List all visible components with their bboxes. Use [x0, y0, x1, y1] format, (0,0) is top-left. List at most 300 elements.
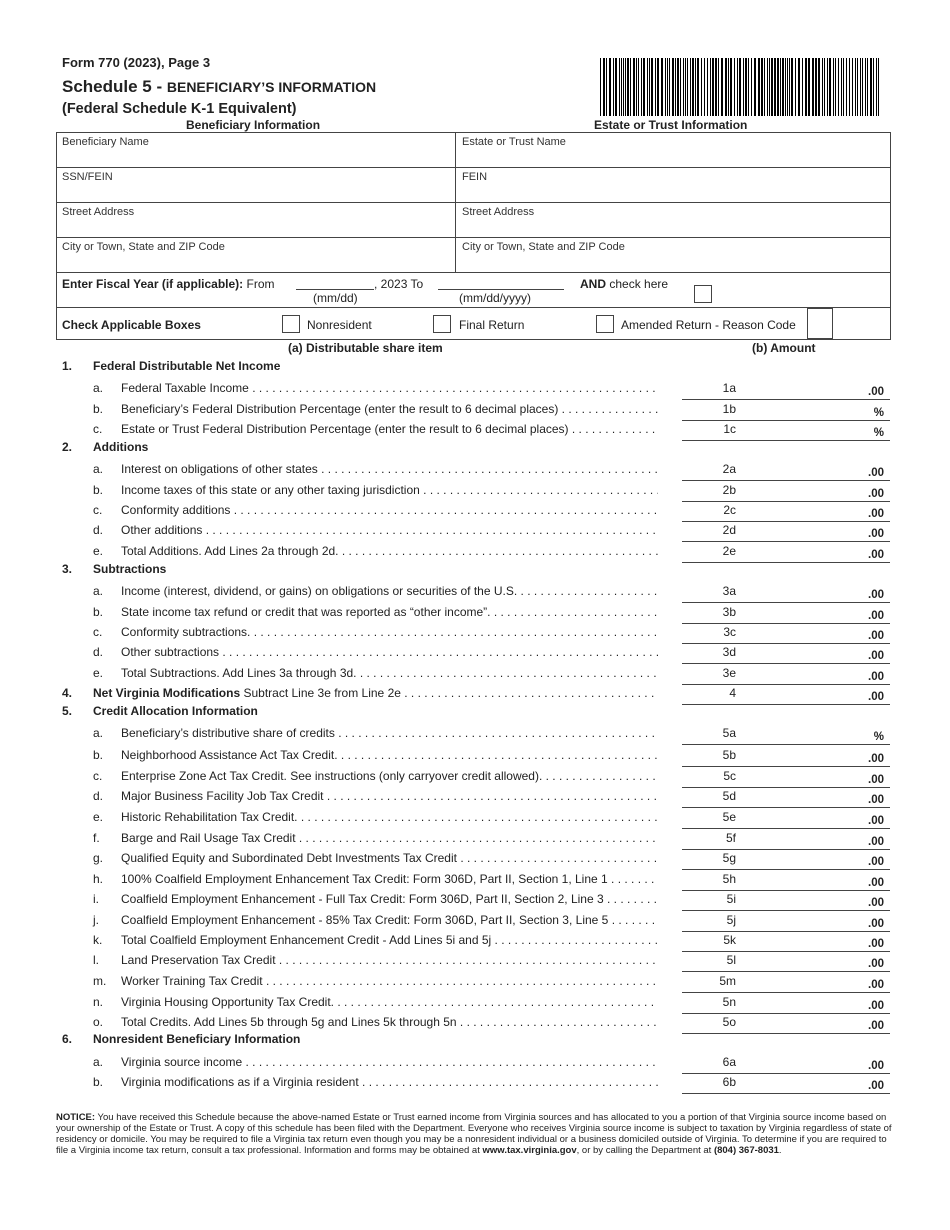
line-letter: b.: [93, 402, 104, 416]
beneficiary-street-field[interactable]: Street Address: [62, 206, 135, 218]
barcode-bar: [860, 58, 861, 116]
line-letter: c.: [93, 503, 103, 517]
barcode-bar: [867, 58, 868, 116]
line-letter: k.: [93, 933, 103, 947]
barcode-bar: [638, 58, 639, 116]
fiscal-year-label: Enter Fiscal Year (if applicable):: [62, 277, 244, 291]
amount-input[interactable]: [682, 724, 890, 745]
barcode-bar: [630, 58, 631, 116]
line-letter: f.: [93, 831, 100, 845]
barcode-bar: [846, 58, 847, 116]
amount-input[interactable]: [682, 890, 890, 911]
beneficiary-heading: Beneficiary Information: [186, 118, 321, 132]
barcode-bar: [769, 58, 770, 116]
and-check-here: [580, 277, 668, 291]
amount-input[interactable]: [682, 420, 890, 441]
barcode-bar: [878, 58, 879, 116]
amount-suffix: .00: [868, 1080, 884, 1092]
barcode-bar: [647, 58, 648, 116]
barcode-bar: [627, 58, 629, 116]
line-row: [62, 829, 892, 849]
federal-equivalent: (Federal Schedule K-1 Equivalent): [62, 101, 297, 117]
barcode-bar: [615, 58, 617, 116]
line-title: Net Virginia Modifications: [93, 686, 241, 700]
barcode-bar: [697, 58, 699, 116]
barcode-bar: [824, 58, 825, 116]
barcode-bar: [728, 58, 729, 116]
barcode-bar: [787, 58, 788, 116]
barcode-bar: [704, 58, 705, 116]
line-row: [62, 420, 892, 440]
amount-suffix: .00: [868, 589, 884, 601]
barcode-bar: [619, 58, 620, 116]
amount-input[interactable]: [682, 767, 890, 788]
barcode-bar: [641, 58, 642, 116]
line-text: Qualified Equity and Subordinated Debt Investments Tax Credit . . .: [121, 851, 735, 865]
barcode-bar: [695, 58, 696, 116]
barcode-bar: [791, 58, 793, 116]
line-row: [62, 603, 892, 623]
barcode-bar: [743, 58, 744, 116]
amount-suffix: .00: [868, 1000, 884, 1012]
fiscal-to-input[interactable]: [438, 289, 564, 290]
line-letter: d.: [93, 789, 104, 803]
barcode-bar: [818, 58, 820, 116]
line-ref: 2a: [658, 462, 736, 476]
nonresident-checkbox[interactable]: [282, 315, 300, 333]
barcode-bar: [849, 58, 850, 116]
line-row: [62, 460, 892, 480]
barcode-bar: [600, 58, 601, 116]
amount-input[interactable]: [682, 684, 890, 705]
line-letter: d.: [93, 645, 104, 659]
amended-return-label: Amended Return - Reason Code: [621, 318, 796, 332]
amount-suffix: .00: [868, 528, 884, 540]
barcode-bar: [815, 58, 817, 116]
amount-input[interactable]: [682, 1053, 890, 1074]
line-text: Neighborhood Assistance Act Tax Credit. . . .: [121, 748, 735, 762]
barcode-bar: [687, 58, 688, 116]
line-letter: c.: [93, 422, 103, 436]
amended-return-checkbox[interactable]: [596, 315, 614, 333]
amount-input[interactable]: [682, 643, 890, 664]
line-letter: a.: [93, 1055, 104, 1069]
line-text: Worker Training Tax Credit . . .: [121, 974, 735, 988]
column-b-header: (b) Amount: [752, 341, 816, 355]
barcode-bar: [829, 58, 831, 116]
line-row: [62, 951, 892, 971]
line-ref: 5a: [658, 726, 736, 740]
amount-suffix: .00: [868, 1020, 884, 1032]
amount-input[interactable]: [682, 808, 890, 829]
notice-label: NOTICE:: [56, 1112, 96, 1123]
section-title: Nonresident Beneficiary Information: [93, 1032, 301, 1046]
line-row: [62, 849, 892, 869]
amount-suffix: .00: [868, 650, 884, 662]
line-letter: b.: [93, 483, 104, 497]
line-row: [62, 623, 892, 643]
line-ref: 3a: [658, 584, 736, 598]
line-ref: 6b: [658, 1075, 736, 1089]
amount-suffix: .00: [868, 794, 884, 806]
final-return-label: Final Return: [459, 318, 525, 332]
line-text: Beneficiary’s distributive share of credits . . .: [121, 726, 735, 740]
line-row: [62, 481, 892, 501]
line-ref: 2b: [658, 483, 736, 497]
line-row: [62, 808, 892, 828]
amount-suffix: .00: [868, 671, 884, 683]
line-text: Total Additions. Add Lines 2a through 2d. . . .: [121, 544, 735, 558]
line-ref: 1b: [658, 402, 736, 416]
line-row: [62, 501, 892, 521]
section-number: 1.: [62, 359, 73, 373]
amount-input[interactable]: [682, 379, 890, 400]
barcode-bar: [876, 58, 877, 116]
line-text: Enterprise Zone Act Tax Credit. See instructions (only carryover credit allowed). . . .: [121, 769, 735, 783]
line-row: [62, 684, 892, 704]
amount-input[interactable]: [682, 849, 890, 870]
barcode-bar: [606, 58, 607, 116]
barcode-bar: [764, 58, 765, 116]
barcode-bar: [748, 58, 749, 116]
column-a-header: (a) Distributable share item: [288, 341, 443, 355]
line-letter: i.: [93, 892, 99, 906]
ssn-field[interactable]: SSN/FEIN: [62, 171, 113, 183]
line-ref: 2c: [658, 503, 736, 517]
reason-code-input[interactable]: [807, 308, 833, 339]
barcode-bar: [782, 58, 784, 116]
barcode-bar: [710, 58, 711, 116]
amount-suffix: .00: [868, 753, 884, 765]
line-ref: 5k: [658, 933, 736, 947]
amount-input[interactable]: [682, 1073, 890, 1094]
estate-street-field[interactable]: Street Address: [462, 206, 535, 218]
amount-input[interactable]: [682, 951, 890, 972]
section-number: 6.: [62, 1032, 73, 1046]
barcode-bar: [835, 58, 836, 116]
amount-input[interactable]: [682, 911, 890, 932]
barcode-bar: [633, 58, 635, 116]
line-letter: h.: [93, 872, 104, 886]
amount-input[interactable]: [682, 623, 890, 644]
barcode-bar: [795, 58, 796, 116]
line-letter: d.: [93, 523, 104, 537]
section-number: 5.: [62, 704, 73, 718]
line-letter: j.: [93, 913, 99, 927]
line-ref: 3d: [658, 645, 736, 659]
amount-suffix: %: [873, 731, 884, 743]
line-text: Income (interest, dividend, or gains) on obligations or securities of the U.S. . . .: [121, 584, 735, 598]
grid-rule: [56, 202, 891, 203]
line-row: [62, 972, 892, 992]
line-letter: l.: [93, 953, 99, 967]
line-text: Total Credits. Add Lines 5b through 5g and Lines 5k through 5n . . .: [121, 1015, 735, 1029]
line-letter: b.: [93, 1075, 104, 1089]
barcode-bar: [712, 58, 714, 116]
fiscal-from-input[interactable]: [296, 289, 374, 290]
line-ref: 3c: [658, 625, 736, 639]
barcode-bar: [701, 58, 702, 116]
line-row: [62, 870, 892, 890]
line-letter: b.: [93, 605, 104, 619]
amount-input[interactable]: [682, 972, 890, 993]
barcode-bar: [865, 58, 866, 116]
line-text: Historic Rehabilitation Tax Credit. . . .: [121, 810, 735, 824]
line-letter: b.: [93, 748, 104, 762]
amount-suffix: .00: [868, 488, 884, 500]
line-letter: c.: [93, 769, 103, 783]
line-text: Income taxes of this state or any other taxing jurisdiction . . .: [121, 483, 735, 497]
beneficiary-city-field[interactable]: City or Town, State and ZIP Code: [62, 241, 225, 253]
line-ref: 2e: [658, 544, 736, 558]
amount-suffix: %: [873, 407, 884, 419]
line-text: Land Preservation Tax Credit . . .: [121, 953, 735, 967]
line-ref: 3e: [658, 666, 736, 680]
amount-input[interactable]: [682, 521, 890, 542]
line-ref: 1a: [658, 381, 736, 395]
barcode-bar: [855, 58, 856, 116]
from-label: From: [246, 277, 275, 291]
line-row: [62, 521, 892, 541]
barcode-bar: [739, 58, 741, 116]
line-instruction: Subtract Line 3e from Line 2e: [243, 686, 401, 700]
barcode-bar: [857, 58, 858, 116]
line-letter: o.: [93, 1015, 104, 1029]
schedule-title: [62, 77, 376, 97]
barcode-bar: [680, 58, 681, 116]
amount-suffix: .00: [868, 815, 884, 827]
barcode-bar: [780, 58, 781, 116]
line-text: Total Subtractions. Add Lines 3a through 3d. . . .: [121, 666, 735, 680]
section-title: Subtractions: [93, 562, 167, 576]
barcode-bar: [667, 58, 668, 116]
schedule-subtitle: BENEFICIARY’S INFORMATION: [166, 79, 377, 95]
notice-text: [56, 1112, 894, 1156]
line-ref: 5i: [658, 892, 736, 906]
website-link[interactable]: www.tax.virginia.gov: [482, 1145, 577, 1156]
line-row: [62, 643, 892, 663]
fein-field[interactable]: FEIN: [462, 171, 488, 183]
barcode-bar: [774, 58, 776, 116]
line-ref: 1c: [658, 422, 736, 436]
amount-suffix: %: [873, 427, 884, 439]
amount-input[interactable]: [682, 787, 890, 808]
barcode-bar: [649, 58, 650, 116]
barcode-bar: [758, 58, 760, 116]
line-row: [62, 787, 892, 807]
line-letter: g.: [93, 851, 104, 865]
line-text: Beneficiary’s Federal Distribution Percentage (enter the result to 6 decimal places) . . .: [121, 402, 735, 416]
line-row: [62, 724, 892, 744]
barcode-bar: [643, 58, 645, 116]
line-row: [62, 664, 892, 684]
barcode-bar: [761, 58, 763, 116]
barcode-bar: [785, 58, 786, 116]
line-ref: 5b: [658, 748, 736, 762]
amount-input[interactable]: [682, 501, 890, 522]
amount-input[interactable]: [682, 460, 890, 481]
barcode-bar: [636, 58, 637, 116]
line-ref: 4: [658, 686, 736, 700]
barcode-bar: [862, 58, 863, 116]
amount-input[interactable]: [682, 931, 890, 952]
line-row: [62, 993, 892, 1013]
grid-rule: [56, 237, 891, 238]
notice-middle: , or by calling the Department at: [576, 1145, 714, 1156]
line-text: Major Business Facility Job Tax Credit . . .: [121, 789, 735, 803]
line-text: Virginia source income . . .: [121, 1055, 735, 1069]
line-text: Interest on obligations of other states . . .: [121, 462, 735, 476]
barcode-bar: [625, 58, 626, 116]
line-text: Other subtractions . . .: [121, 645, 735, 659]
line-text: Total Coalfield Employment Enhancement Credit - Add Lines 5i and 5j . . .: [121, 933, 735, 947]
barcode-bar: [873, 58, 874, 116]
line-ref: 5j: [658, 913, 736, 927]
barcode-bar: [621, 58, 622, 116]
line-letter: e.: [93, 810, 104, 824]
amount-suffix: .00: [868, 549, 884, 561]
section-title: Credit Allocation Information: [93, 704, 258, 718]
barcode-bar: [672, 58, 674, 116]
amount-input[interactable]: [682, 582, 890, 603]
barcode-bar: [657, 58, 659, 116]
estate-city-field[interactable]: City or Town, State and ZIP Code: [462, 241, 625, 253]
line-row: [62, 582, 892, 602]
barcode-bar: [802, 58, 803, 116]
barcode-bar: [827, 58, 828, 116]
line-text: Federal Taxable Income . . .: [121, 381, 735, 395]
amount-input[interactable]: [682, 481, 890, 502]
barcode-bar: [683, 58, 684, 116]
section-title: Federal Distributable Net Income: [93, 359, 281, 373]
amount-suffix: .00: [868, 897, 884, 909]
barcode-bar: [805, 58, 807, 116]
line-row: [62, 542, 892, 562]
barcode-image: [600, 58, 882, 116]
amount-suffix: .00: [868, 877, 884, 889]
amount-input[interactable]: [682, 1013, 890, 1034]
barcode-bar: [737, 58, 738, 116]
barcode-bar: [725, 58, 727, 116]
line-letter: a.: [93, 726, 104, 740]
line-text: State income tax refund or credit that was reported as “other income”. . . .: [121, 605, 735, 619]
line-ref: 3b: [658, 605, 736, 619]
amount-input[interactable]: [682, 870, 890, 891]
and-label: AND: [580, 277, 606, 291]
barcode-bar: [690, 58, 691, 116]
line-text: Coalfield Employment Enhancement - 85% Tax Credit: Form 306D, Part II, Section 3, Line 5 . . .: [121, 913, 735, 927]
line-letter: n.: [93, 995, 104, 1009]
line-ref: 5c: [658, 769, 736, 783]
amount-suffix: .00: [868, 386, 884, 398]
schedule-label: Schedule 5 -: [62, 77, 167, 96]
line-row: [62, 746, 892, 766]
line-ref: 5h: [658, 872, 736, 886]
line-row: [62, 911, 892, 931]
barcode-bar: [789, 58, 790, 116]
amount-suffix: .00: [868, 610, 884, 622]
line-ref: 6a: [658, 1055, 736, 1069]
barcode-bar: [730, 58, 732, 116]
barcode-bar: [841, 58, 842, 116]
line-row: [62, 931, 892, 951]
fiscal-year-label-group: [62, 277, 275, 291]
amount-input[interactable]: [682, 993, 890, 1014]
amount-input[interactable]: [682, 542, 890, 563]
line-letter: a.: [93, 381, 104, 395]
barcode-bar: [838, 58, 839, 116]
line-text: Virginia Housing Opportunity Tax Credit. . . .: [121, 995, 735, 1009]
amount-suffix: .00: [868, 918, 884, 930]
amount-suffix: .00: [868, 630, 884, 642]
barcode-bar: [745, 58, 747, 116]
line-text: Other additions . . .: [121, 523, 735, 537]
line-ref: 5n: [658, 995, 736, 1009]
amount-suffix: .00: [868, 467, 884, 479]
line-ref: 5f: [658, 831, 736, 845]
beneficiary-name-field[interactable]: Beneficiary Name: [62, 136, 149, 148]
amount-input[interactable]: [682, 664, 890, 685]
barcode-bar: [692, 58, 694, 116]
line-row: [62, 1013, 892, 1033]
barcode-bar: [665, 58, 666, 116]
year-to-label: , 2023 To: [374, 277, 424, 291]
barcode-bar: [751, 58, 752, 116]
amount-input[interactable]: [682, 829, 890, 850]
barcode-bar: [798, 58, 800, 116]
line-text: Coalfield Employment Enhancement - Full Tax Credit: Form 306D, Part II, Section 2, Line 3 . . .: [121, 892, 735, 906]
check-here-label: check here: [609, 277, 669, 291]
line-text: [93, 686, 735, 700]
line-row: [62, 400, 892, 420]
barcode-bar: [609, 58, 611, 116]
barcode-bar: [651, 58, 653, 116]
line-row: [62, 379, 892, 399]
amount-suffix: .00: [868, 836, 884, 848]
line-text: 100% Coalfield Employment Enhancement Tax Credit: Form 306D, Part II, Section 1, Line 1 . . .: [121, 872, 735, 886]
amount-input[interactable]: [682, 400, 890, 421]
barcode-bar: [677, 58, 679, 116]
amount-suffix: .00: [868, 508, 884, 520]
line-letter: e.: [93, 666, 104, 680]
amount-input[interactable]: [682, 603, 890, 624]
estate-name-field[interactable]: Estate or Trust Name: [462, 136, 566, 148]
barcode-bar: [771, 58, 773, 116]
barcode-bar: [767, 58, 768, 116]
barcode-bar: [685, 58, 686, 116]
line-row: [62, 1073, 892, 1093]
line-ref: 5g: [658, 851, 736, 865]
amount-suffix: .00: [868, 856, 884, 868]
barcode-bar: [669, 58, 670, 116]
line-ref: 2d: [658, 523, 736, 537]
applicable-label: Check Applicable Boxes: [62, 318, 201, 332]
amount-suffix: .00: [868, 691, 884, 703]
line-text: Estate or Trust Federal Distribution Percentage (enter the result to 6 decimal places) . . .: [121, 422, 735, 436]
barcode-bar: [655, 58, 656, 116]
line-ref: 5o: [658, 1015, 736, 1029]
line-row: [62, 1053, 892, 1073]
line-letter: a.: [93, 462, 104, 476]
final-return-checkbox[interactable]: [433, 315, 451, 333]
line-letter: c.: [93, 625, 103, 639]
fiscal-year-checkbox[interactable]: [694, 285, 712, 303]
barcode-bar: [603, 58, 605, 116]
amount-input[interactable]: [682, 746, 890, 767]
amount-suffix: .00: [868, 938, 884, 950]
line-letter: a.: [93, 584, 104, 598]
line-text: Virginia modifications as if a Virginia resident . . .: [121, 1075, 735, 1089]
